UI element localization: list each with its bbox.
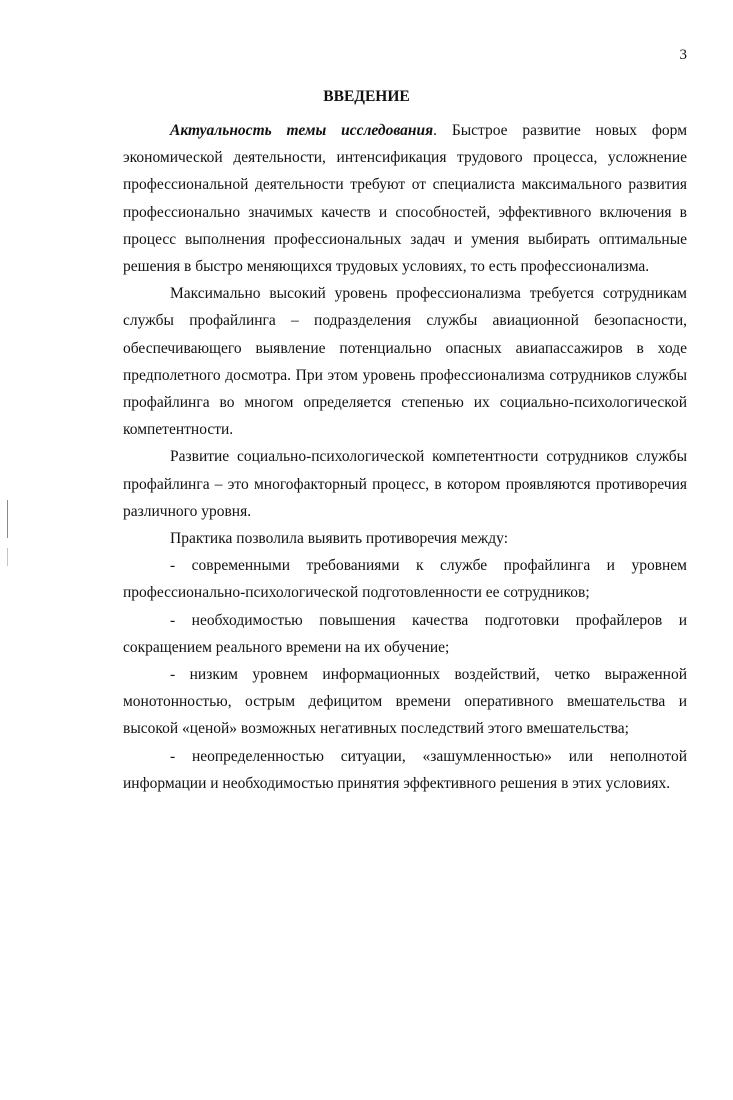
- scan-margin-mark: [7, 500, 8, 538]
- list-item: - современными требованиями к службе профайлинга и уровнем профессионально-психологической подготовленности ее сотрудников;: [123, 557, 687, 602]
- page-number: 3: [679, 47, 687, 63]
- paragraph-text: . Быстрое развитие новых форм экономической деятельности, интенсификация трудового процесса, усложнение профессиональной деятельности требуют от специалиста максимального развития профессионально значимых качеств и способностей, эффективного включения в процесс выполнения профессиональных задач и умения выбирать оптимальные решения в быстро меняющихся трудовых условиях, то есть профессионализма.: [123, 122, 687, 276]
- document-body: [123, 117, 687, 797]
- list-item: - неопределенностью ситуации, «зашумленностью» или неполнотой информации и необходимостью принятия эффективного решения в этих условиях.: [123, 747, 687, 792]
- page-title: ВВЕДЕНИЕ: [323, 88, 410, 105]
- scan-margin-mark: [7, 548, 8, 566]
- list-item: - низким уровнем информационных воздействий, четко выраженной монотонностью, острым дефицитом времени оперативного вмешательства и высокой «ценой» возможных негативных последствий этого вмешательства;: [123, 666, 687, 738]
- paragraph-profiling-service: Максимально высокий уровень профессионализма требуется сотрудникам службы профайлинга – подразделения службы авиационной безопасности, обеспечивающего выявление потенциально опасных авиапассажиров в ходе предполетного досмотра. При этом уровень профессионализма сотрудников службы профайлинга во многом определяется степенью их социально-психологической компетентности.: [123, 285, 687, 439]
- paragraph-contradictions-intro: Практика позволила выявить противоречия между:: [170, 530, 509, 548]
- paragraph-relevance: [123, 117, 687, 280]
- list-item: - необходимостью повышения качества подготовки профайлеров и сокращением реального времени на их обучение;: [123, 611, 687, 656]
- paragraph-competence-development: Развитие социально-психологической компетентности сотрудников службы профайлинга – это многофакторный процесс, в котором проявляются противоречия различного уровня.: [123, 448, 687, 520]
- paragraph-lead: Актуальность темы исследования: [170, 122, 434, 139]
